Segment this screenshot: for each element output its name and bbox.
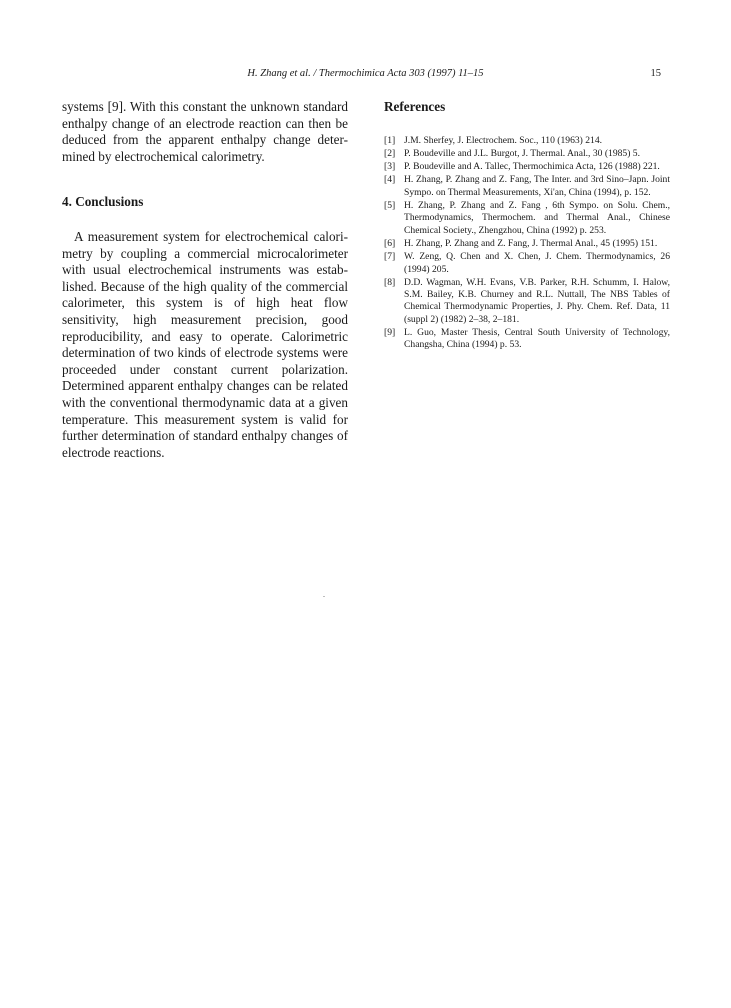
reference-number: [8] <box>384 276 396 288</box>
conclusion-paragraph <box>62 229 348 461</box>
text-line: high measurement precision, good reproducibility, <box>62 311 348 344</box>
reference-text: H. Zhang, P. Zhang and Z. Fang , 6th Sympo. on Solu. Chem., Thermodynamics, Thermochem. and Thermal Anal., Chinese Chemical Society., Zhengzhou, China (1992) p. 253. <box>404 200 670 236</box>
reference-number: [7] <box>384 251 396 263</box>
reference-item <box>384 277 670 326</box>
reference-item <box>384 135 670 147</box>
running-title: H. Zhang et al. / Thermochimica Acta 303 (1997) 11–15 <box>247 68 484 79</box>
reference-text: J.M. Sherfey, J. Electrochem. Soc., 110 (1963) 214. <box>404 134 603 146</box>
text-line: mined by electrochemical calorimetry. <box>62 148 265 164</box>
reference-item <box>384 200 670 237</box>
reference-number: [3] <box>384 161 396 173</box>
reference-text: W. Zeng, Q. Chen and X. Chen, J. Chem. Thermodynamics, 26 (1994) 205. <box>404 251 670 275</box>
text-line: with usual electrochemical instruments was estab- <box>62 262 348 278</box>
left-column <box>62 99 348 461</box>
reference-text: P. Boudeville and J.L. Burgot, J. Thermal. Anal., 30 (1985) 5. <box>404 147 641 159</box>
reference-number: [6] <box>384 237 396 249</box>
reference-number: [2] <box>384 147 396 159</box>
text-line: A measurement system for electrochemical calori- <box>74 228 348 244</box>
text-line: thermodynamic data at a given temperature. This <box>62 394 349 427</box>
reference-number: [1] <box>384 134 396 146</box>
text-line: calorimeter, this system is of high heat flow sensitivity, <box>62 295 348 327</box>
reference-number: [9] <box>384 327 396 339</box>
text-line: of standard enthalpy changes of electrode reactions. <box>62 428 349 460</box>
text-line: enthalpy changes can be related with the conventional <box>62 378 348 410</box>
text-line: constant current polarization. Determined apparent <box>62 361 348 394</box>
text-line: lished. Because of the high quality of the commercial <box>62 278 348 294</box>
reference-item <box>384 251 670 276</box>
text-line: enthalpy change of an electrode reaction can then be <box>62 115 348 131</box>
page-number: 15 <box>650 68 661 79</box>
reference-item <box>384 238 670 250</box>
section-heading: 4. Conclusions <box>62 194 144 210</box>
running-header <box>62 68 669 84</box>
reference-number: [5] <box>384 200 396 212</box>
text-line: two kinds of electrode systems were proceeded under <box>62 345 348 377</box>
reference-list <box>384 135 670 352</box>
text-line: systems [9]. With this constant the unknown standard <box>62 99 348 114</box>
reference-text: H. Zhang, P. Zhang and Z. Fang, J. Thermal Anal., 45 (1995) 151. <box>404 237 658 249</box>
reference-text: L. Guo, Master Thesis, Central South University of Technology, Changsha, China (1994) p. 53. <box>404 327 670 351</box>
reference-text: H. Zhang, P. Zhang and Z. Fang, The Inter. and 3rd Sino–Japn. Joint Sympo. on Thermal Measurements, Xi'an, China (1994), p. 152. <box>404 174 670 198</box>
text-line: and easy to operate. Calorimetric determination of <box>62 328 349 361</box>
reference-item <box>384 161 670 173</box>
references-heading: References <box>384 99 446 114</box>
reference-item <box>384 327 670 352</box>
scan-speck <box>323 596 325 597</box>
reference-text: P. Boudeville and A. Tallec, Thermochimica Acta, 126 (1988) 221. <box>404 161 660 173</box>
continuation-paragraph <box>62 99 348 165</box>
text-line: measurement system is valid for further determination <box>62 411 348 444</box>
text-line: deduced from the apparent enthalpy change deter- <box>62 132 348 148</box>
reference-number: [4] <box>384 174 396 186</box>
reference-text: D.D. Wagman, W.H. Evans, V.B. Parker, R.H. Schumm, I. Halow, S.M. Bailey, K.B. Churney and R.L. Nuttall, The NBS Tables of Chemical Thermodynamic Properties, J. Phy. Chem. Ref. Data, 11 (suppl 2) (1982) 2–38, 2–181. <box>404 276 670 325</box>
reference-item <box>384 148 670 160</box>
text-line: metry by coupling a commercial microcalorimeter <box>62 245 348 261</box>
right-column <box>384 99 670 353</box>
reference-item <box>384 174 670 199</box>
